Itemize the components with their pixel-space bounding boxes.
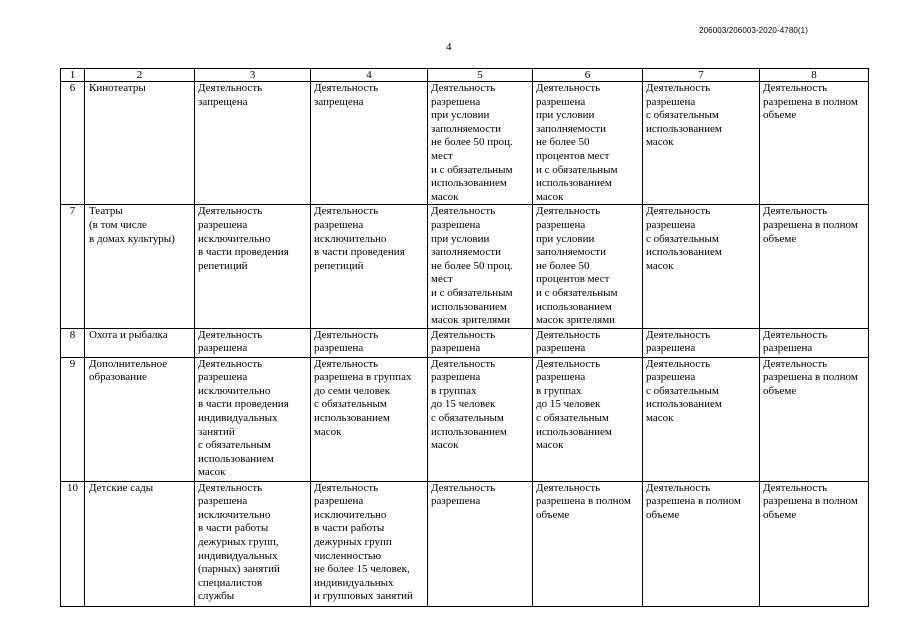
cell-text: Деятельность разрешена исключительно в части проведения репетиций: [314, 205, 405, 272]
row-number: 8: [61, 328, 85, 357]
cell-text: Деятельность разрешена в группах до 15 человек с обязательным использованием масок: [431, 357, 507, 452]
cell-text: Деятельность разрешена: [536, 328, 601, 355]
table-cell: [428, 481, 533, 606]
table-cell: [195, 357, 311, 481]
table-cell: [195, 328, 311, 357]
table-cell: [643, 357, 760, 481]
activity-name-text: Детские сады: [89, 481, 154, 494]
table-cell: [311, 481, 428, 606]
activity-name-text: Кинотеатры: [89, 82, 146, 94]
cell-text: Деятельность разрешена: [198, 328, 263, 355]
column-header: 6: [533, 69, 643, 82]
table-cell: [311, 328, 428, 357]
activity-name: [85, 205, 195, 328]
table-cell: [533, 328, 643, 357]
cell-text: Деятельность разрешена при условии заполняемости не более 50 процентов мест и с обязательным использованием масок зрителями: [536, 205, 618, 327]
cell-text: Деятельность разрешена с обязательным использованием масок: [646, 82, 722, 149]
table-cell: [533, 205, 643, 328]
table-cell: [643, 481, 760, 606]
row-number: 7: [61, 205, 85, 328]
table-cell: [195, 205, 311, 328]
cell-text: Деятельность разрешена: [431, 481, 496, 508]
column-header: 3: [195, 69, 311, 82]
row-number: 6: [61, 82, 85, 205]
table-cell: [760, 82, 869, 205]
column-header: 8: [760, 69, 869, 82]
table-cell: [195, 82, 311, 205]
table-cell: [533, 82, 643, 205]
table-row: [61, 357, 869, 481]
table-row: [61, 481, 869, 606]
cell-text: Деятельность разрешена исключительно в части проведения индивидуальных занятий с обязательным использованием масок: [198, 357, 289, 479]
activity-name-text: Охота и рыбалка: [89, 328, 168, 341]
cell-text: Деятельность разрешена исключительно в части работы дежурных групп, индивидуальных (парных) занятий специалистов службы: [198, 481, 280, 603]
table-cell: [428, 328, 533, 357]
table-row: [61, 82, 869, 205]
column-header: 5: [428, 69, 533, 82]
restrictions-table: [60, 68, 869, 607]
cell-text: Деятельность разрешена в полном объеме: [763, 205, 858, 245]
table-row: [61, 205, 869, 328]
cell-text: Деятельность разрешена: [763, 328, 828, 355]
table-cell: [760, 205, 869, 328]
cell-text: Деятельность разрешена с обязательным использованием масок: [646, 205, 722, 272]
table-header-row: [61, 69, 869, 82]
cell-text: Деятельность разрешена в полном объеме: [763, 481, 858, 521]
cell-text: Деятельность разрешена в полном объеме: [763, 357, 858, 397]
activity-name: [85, 328, 195, 357]
page-number: 4: [446, 41, 452, 53]
cell-text: Деятельность запрещена: [198, 82, 263, 108]
table-cell: [311, 205, 428, 328]
cell-text: Деятельность запрещена: [314, 82, 379, 108]
table-cell: [533, 481, 643, 606]
cell-text: Деятельность разрешена исключительно в части проведения репетиций: [198, 205, 289, 272]
cell-text: Деятельность разрешена: [314, 328, 379, 355]
column-header: 1: [61, 69, 85, 82]
table-cell: [760, 481, 869, 606]
activity-name: [85, 82, 195, 205]
cell-text: Деятельность разрешена в группах до 15 человек с обязательным использованием масок: [536, 357, 612, 452]
table-cell: [311, 357, 428, 481]
document-number: 206003/206003-2020-4780(1): [699, 26, 808, 35]
cell-text: Деятельность разрешена при условии заполняемости не более 50 проц. мест и с обязательным использованием масок: [431, 82, 513, 203]
activity-name: [85, 357, 195, 481]
table-cell: [643, 328, 760, 357]
table-row: [61, 328, 869, 357]
table-cell: [760, 357, 869, 481]
table-cell: [428, 357, 533, 481]
table-cell: [760, 328, 869, 357]
row-number: 10: [61, 481, 85, 606]
activity-name: [85, 481, 195, 606]
cell-text: Деятельность разрешена в полном объеме: [536, 481, 631, 521]
table-cell: [428, 205, 533, 328]
table-cell: [311, 82, 428, 205]
cell-text: Деятельность разрешена при условии заполняемости не более 50 процентов мест и с обязательным использованием масок: [536, 82, 618, 203]
table-cell: [643, 82, 760, 205]
cell-text: Деятельность разрешена с обязательным использованием масок: [646, 357, 722, 425]
cell-text: Деятельность разрешена в полном объеме: [763, 82, 858, 122]
activity-name-text: Дополнительное образование: [89, 357, 168, 384]
cell-text: Деятельность разрешена в группах до семи человек с обязательным использованием масок: [314, 357, 412, 438]
cell-text: Деятельность разрешена: [431, 328, 496, 355]
table-cell: [643, 205, 760, 328]
column-header: 4: [311, 69, 428, 82]
column-header: 2: [85, 69, 195, 82]
cell-text: Деятельность разрешена: [646, 328, 711, 355]
cell-text: Деятельность разрешена при условии заполняемости не более 50 проц. мест и с обязательным использованием масок зрителями: [431, 205, 513, 327]
activity-name-text: Театры (в том числе в домах культуры): [89, 205, 175, 245]
table-cell: [533, 357, 643, 481]
cell-text: Деятельность разрешена исключительно в части работы дежурных групп численностью не более 15 человек, индивидуальных и групповых занятий: [314, 481, 413, 603]
cell-text: Деятельность разрешена в полном объеме: [646, 481, 741, 521]
column-header: 7: [643, 69, 760, 82]
row-number: 9: [61, 357, 85, 481]
table-cell: [428, 82, 533, 205]
table-cell: [195, 481, 311, 606]
